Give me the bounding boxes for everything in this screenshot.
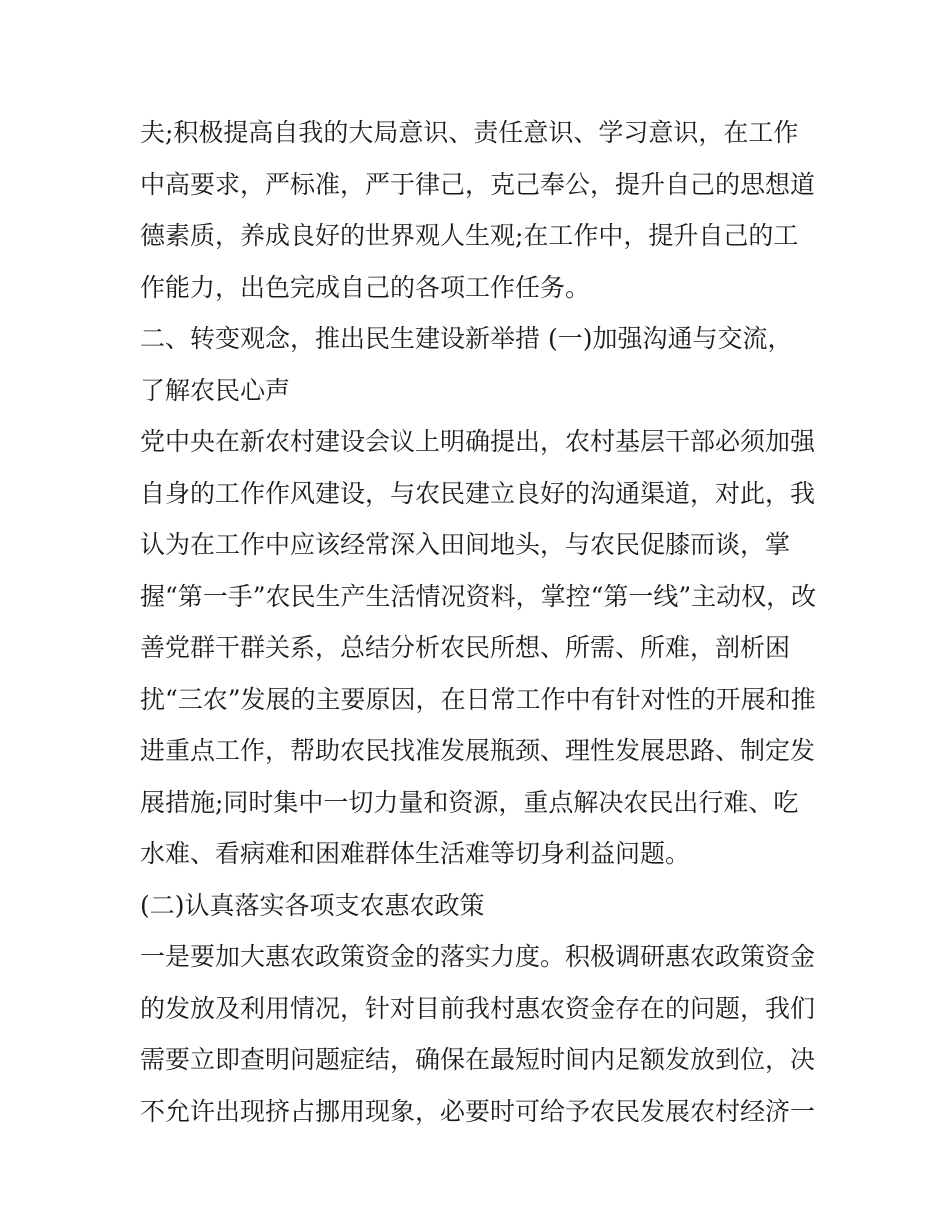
text-line: 善党群干群关系，总结分析农民所想、所需、所难，剖析困 bbox=[140, 633, 791, 662]
text-line: 进重点工作，帮助农民找准发展瓶颈、理性发展思路、制定发 bbox=[140, 736, 816, 765]
subsection-heading: (二)认真落实各项支农惠农政策 bbox=[140, 890, 485, 920]
text-line: 党中央在新农村建设会议上明确提出，农村基层干部必须加强 bbox=[140, 427, 816, 456]
text-line: 自身的工作作风建设，与农民建立良好的沟通渠道，对此，我 bbox=[140, 478, 816, 508]
text-line: 中高要求，严标准，严于律己，克己奉公，提升自己的思想道 bbox=[140, 169, 816, 199]
section-heading-continued: 了解农民心声 bbox=[140, 375, 291, 405]
text-line: 一是要加大惠农政策资金的落实力度。积极调研惠农政策资金 bbox=[140, 942, 816, 971]
text-line: 扰“三农”发展的主要原因，在日常工作中有针对性的开展和推 bbox=[140, 684, 816, 714]
text-line: 展措施;同时集中一切力量和资源，重点解决农民出行难、吃 bbox=[140, 787, 799, 817]
text-line: 需要立即查明问题症结，确保在最短时间内足额发放到位，决 bbox=[140, 1045, 816, 1074]
text-line: 的发放及利用情况，针对目前我村惠农资金存在的问题，我们 bbox=[140, 993, 816, 1023]
text-line: 德素质，养成良好的世界观人生观;在工作中，提升自己的工 bbox=[140, 221, 799, 250]
text-line: 水难、看病难和困难群体生活难等切身利益问题。 bbox=[140, 839, 691, 868]
text-line: 夫;积极提高自我的大局意识、责任意识、学习意识，在工作 bbox=[140, 118, 799, 147]
text-line: 握“第一手”农民生产生活情况资料，掌控“第一线”主动权，改 bbox=[140, 581, 817, 611]
body-text bbox=[140, 107, 820, 1137]
section-heading: 二、转变观念，推出民生建设新举措 (一)加强沟通与交流， bbox=[140, 324, 793, 353]
text-line: 认为在工作中应该经常深入田间地头，与农民促膝而谈，掌 bbox=[140, 530, 791, 559]
text-line: 不允许出现挤占挪用现象，必要时可给予农民发展农村经济一 bbox=[140, 1096, 816, 1126]
text-line: 作能力，出色完成自己的各项工作任务。 bbox=[140, 272, 591, 302]
